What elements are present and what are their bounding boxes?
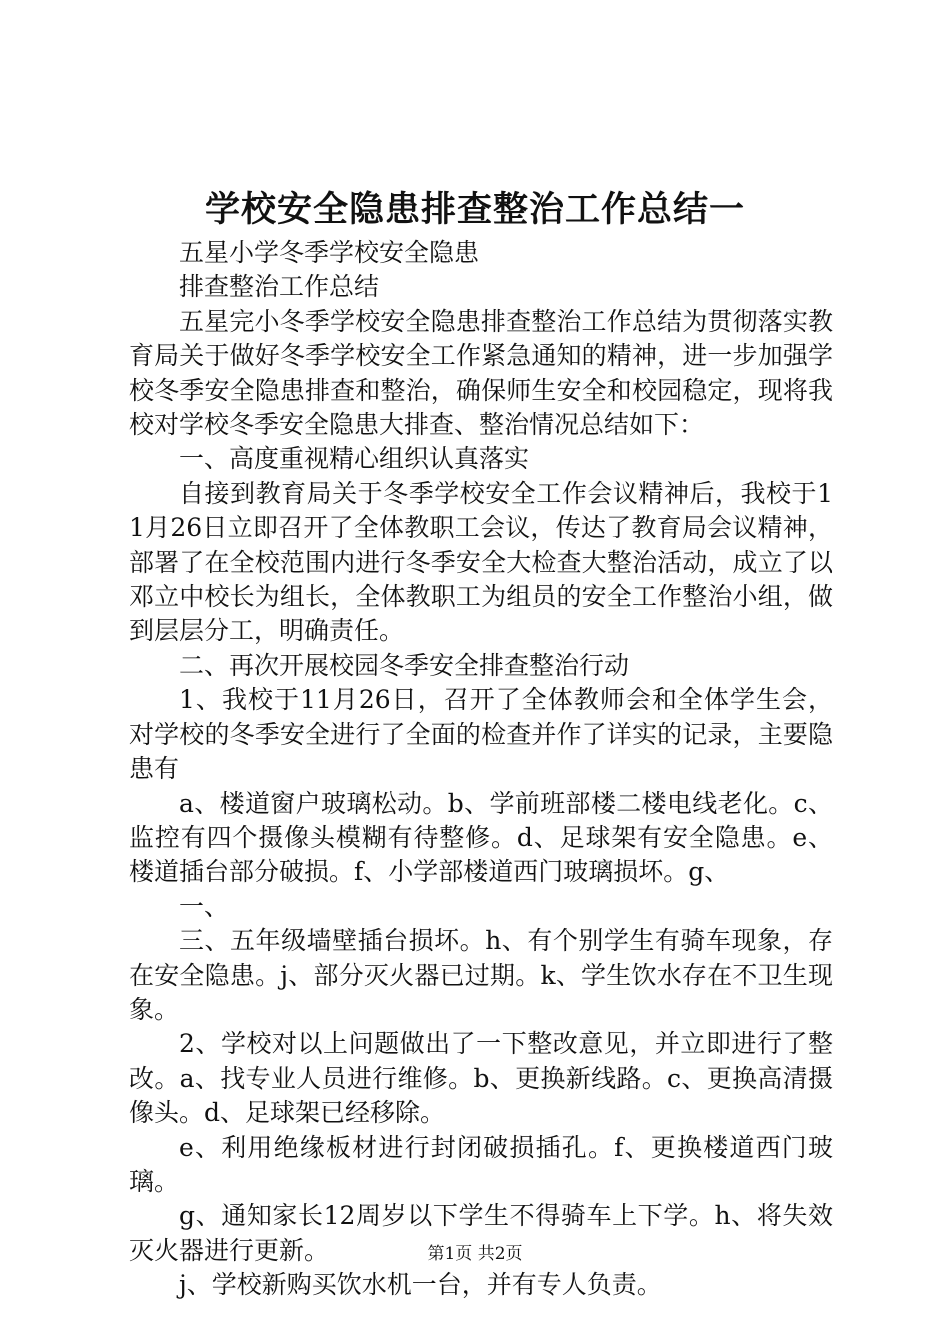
section-heading: 一、高度重视精心组织认真落实 — [179, 444, 530, 474]
paragraph: 三、五年级墙壁插台损坏。h、有个别学生有骑车现象，存在安全隐患。j、部分灭火器已过期。k、学生饮水存在不卫生现象。 — [129, 926, 833, 1024]
section-heading: 二、再次开展校园冬季安全排查整治行动 — [179, 650, 630, 680]
paragraph: a、楼道窗户玻璃松动。b、学前班部楼二楼电线老化。c、监控有四个摄像头模糊有待整修。d、足球架有安全隐患。e、楼道插台部分破损。f、小学部楼道西门玻璃损坏。g、 — [129, 788, 833, 887]
document-title: 学校安全隐患排查整治工作总结一 — [204, 189, 745, 230]
paragraph: e、利用绝缘板材进行封闭破损插孔。f、更换楼道西门玻璃。 — [129, 1132, 833, 1196]
paragraph: g、通知家长12周岁以下学生不得骑车上下学。h、将失效灭火器进行更新。 — [129, 1201, 833, 1265]
paragraph: 五星完小冬季学校安全隐患排查整治工作总结为贯彻落实教育局关于做好冬季学校安全工作紧急通知的精神，进一步加强学校冬季安全隐患排查和整治，确保师生安全和校园稳定，现将我校对学校冬季安全隐患大排查、整治情况总结如下： — [129, 306, 833, 440]
document-body — [129, 236, 833, 1303]
paragraph: 1、我校于11月26日，召开了全体教师会和全体学生会，对学校的冬季安全进行了全面的检查并作了详实的记录，主要隐患有 — [129, 685, 833, 784]
paragraph: 2、学校对以上问题做出了一下整改意见，并立即进行了整改。a、找专业人员进行维修。b、更换新线路。c、更换高清摄像头。d、足球架已经移除。 — [129, 1029, 833, 1128]
paragraph: 自接到教育局关于冬季学校安全工作会议精神后，我校于11月26日立即召开了全体教职工会议，传达了教育局会议精神，部署了在全校范围内进行冬季安全大检查大整治活动，成立了以邓立中校长为组长，全体教职工为组员的安全工作整治小组，做到层层分工，明确责任。 — [129, 478, 833, 646]
page-footer: 第1页 共2页 — [427, 1244, 523, 1264]
paragraph: 五星小学冬季学校安全隐患 — [179, 238, 480, 267]
paragraph: 一、 — [179, 891, 230, 921]
paragraph: j、学校新购买饮水机一台，并有专人负责。 — [179, 1270, 662, 1300]
paragraph: 排查整治工作总结 — [179, 272, 380, 302]
